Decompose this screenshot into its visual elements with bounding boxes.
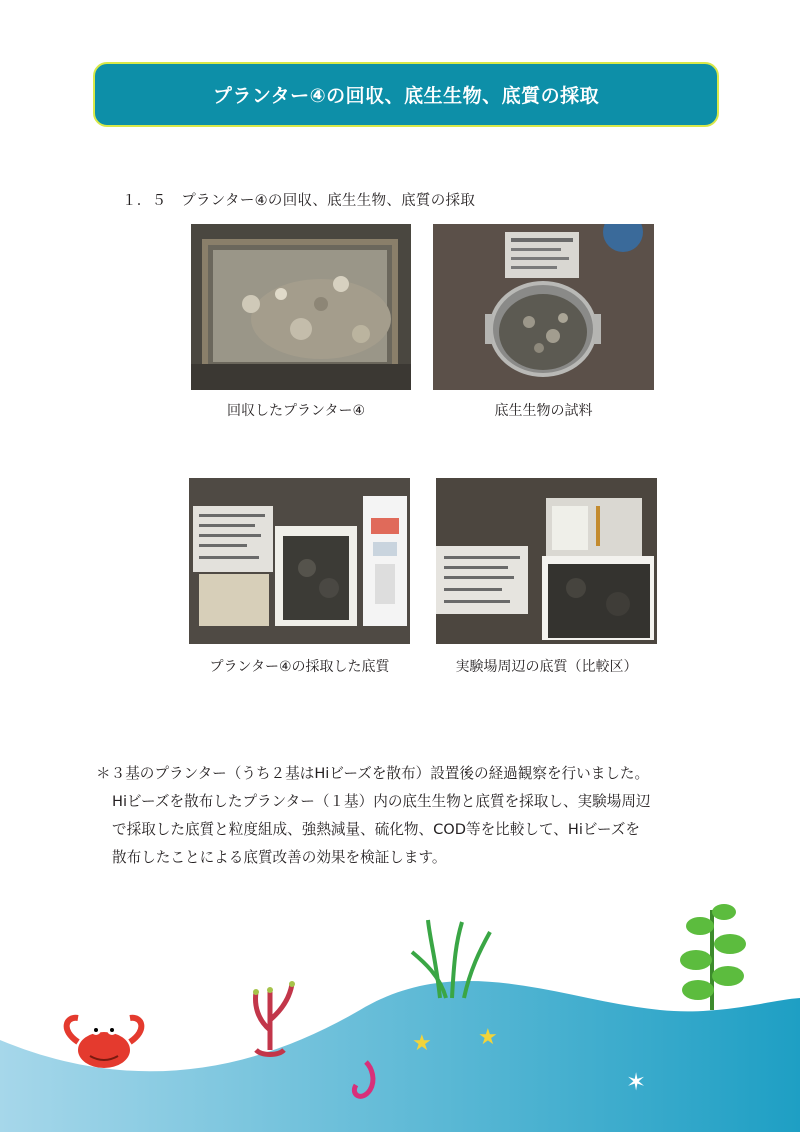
note-line: で採取した底質と粒度組成、強熱減量、硫化物、COD等を比較して、Hiビーズを (112, 821, 640, 838)
title-banner (93, 62, 719, 127)
photo-recovered-planter (191, 224, 411, 390)
starfish-icon: ★ (412, 1031, 432, 1056)
starfish-icon: ★ (478, 1025, 498, 1050)
caption-control-sediment: 実験場周辺の底質（比較区） (455, 659, 638, 675)
starfish-icon: ✶ (626, 1068, 647, 1096)
photo-planter-sediment (189, 478, 410, 644)
explanatory-note (96, 760, 736, 872)
note-line: 散布したことによる底質改善の効果を検証します。 (112, 849, 447, 866)
photo-control-sediment (436, 478, 657, 644)
page-title: プランター④の回収、底生生物、底質の採取 (212, 85, 600, 107)
crab-icon (67, 1018, 142, 1068)
coral-icon (256, 984, 292, 1055)
note-line: ＊３基のプランター（うち２基はHiビーズを散布）設置後の経過観察を行いました。 (96, 765, 650, 782)
photo-benthos-sample (433, 224, 654, 390)
note-line: Hiビーズを散布したプランター（１基）内の底生生物と底質を採取し、実験場周辺 (112, 793, 651, 810)
sea-decoration (0, 880, 800, 1132)
caption-planter-sediment: プランター④の採取した底質 (209, 659, 390, 675)
kelp-icon (680, 904, 746, 1010)
section-heading: １．５ プランター④の回収、底生生物、底質の採取 (122, 193, 476, 209)
caption-benthos-sample: 底生生物の試料 (494, 403, 593, 419)
caption-recovered-planter: 回収したプランター④ (227, 403, 365, 419)
